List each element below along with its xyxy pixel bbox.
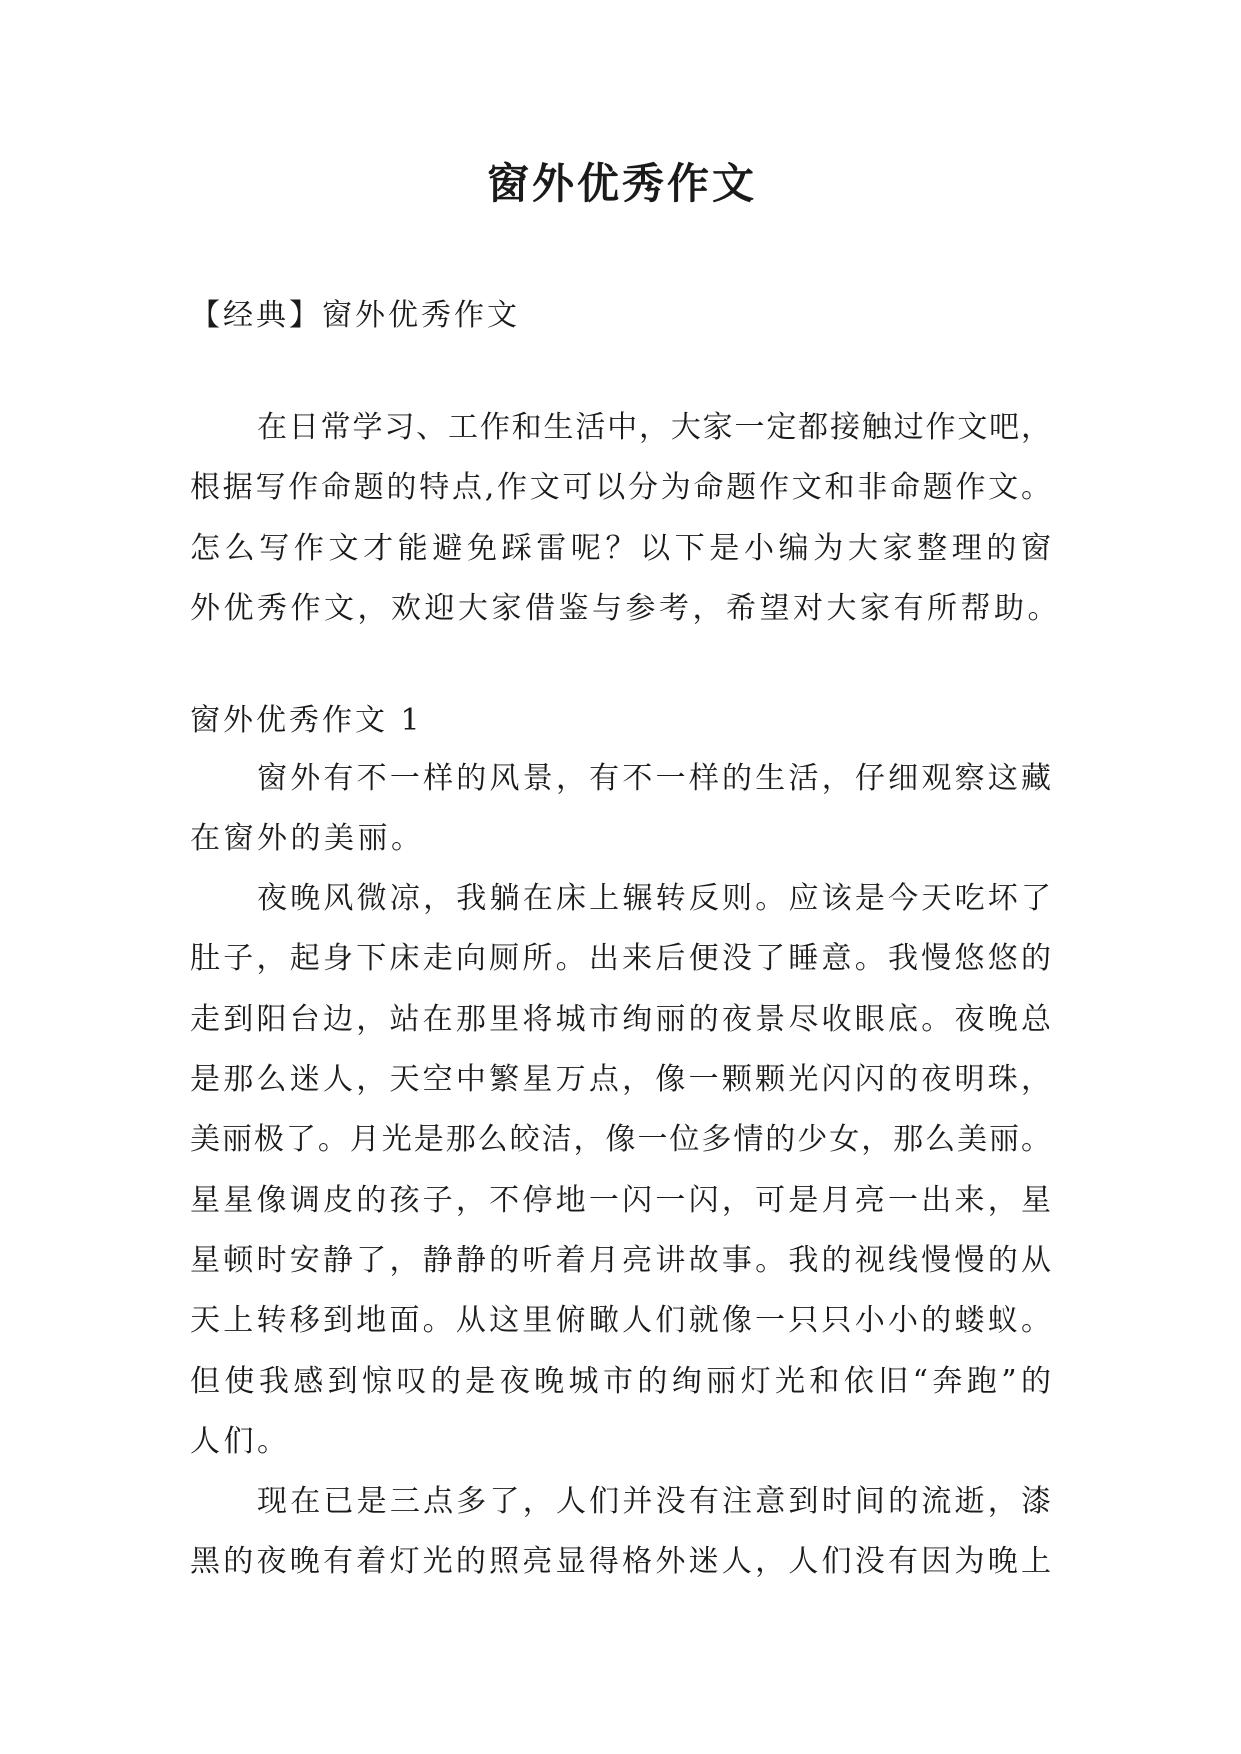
paragraph bbox=[190, 1472, 1051, 1593]
body-line: 夜晚风微凉，我躺在床上辗转反则。应该是今天吃坏了 bbox=[257, 881, 1051, 917]
body-line: 天上转移到地面。从这里俯瞰人们就像一只只小小的蝼蚁。 bbox=[190, 1303, 1051, 1339]
document-subtitle: 【经典】窗外优秀作文 bbox=[190, 298, 520, 333]
paragraph bbox=[190, 869, 1051, 1472]
body-line: 外优秀作文，欢迎大家借鉴与参考，希望对大家有所帮助。 bbox=[190, 590, 1061, 626]
document-title: 窗外优秀作文 bbox=[486, 159, 757, 208]
body-line: 在日常学习、工作和生活中，大家一定都接触过作文吧， bbox=[257, 410, 1051, 445]
body-line: 但使我感到惊叹的是夜晚城市的绚丽灯光和依旧“奔跑”的 bbox=[190, 1363, 1051, 1399]
document-body bbox=[190, 398, 1061, 1593]
body-line: 美丽极了。月光是那么皎洁，像一位多情的少女，那么美丽。 bbox=[190, 1122, 1051, 1158]
section-heading: 窗外优秀作文 1 bbox=[190, 702, 423, 738]
paragraph bbox=[190, 749, 1051, 870]
body-line: 是那么迷人，天空中繁星万点，像一颗颗光闪闪的夜明珠， bbox=[190, 1062, 1051, 1098]
body-line: 肚子，起身下床走向厕所。出来后便没了睡意。我慢悠悠的 bbox=[190, 941, 1051, 977]
body-line: 现在已是三点多了，人们并没有注意到时间的流逝，漆 bbox=[257, 1484, 1051, 1520]
body-line: 走到阳台边，站在那里将城市绚丽的夜景尽收眼底。夜晚总 bbox=[190, 1001, 1051, 1037]
body-line: 窗外有不一样的风景，有不一样的生活，仔细观察这藏 bbox=[257, 760, 1051, 796]
body-line: 黑的夜晚有着灯光的照亮显得格外迷人，人们没有因为晚上 bbox=[190, 1544, 1051, 1580]
body-line: 星星像调皮的孩子，不停地一闪一闪，可是月亮一出来，星 bbox=[190, 1182, 1051, 1218]
body-line: 怎么写作文才能避免踩雷呢？以下是小编为大家整理的窗 bbox=[190, 530, 1051, 566]
body-line: 根据写作命题的特点,作文可以分为命题作文和非命题作文。 bbox=[190, 470, 1051, 506]
body-line: 在窗外的美丽。 bbox=[190, 820, 425, 856]
body-line: 人们。 bbox=[190, 1423, 291, 1459]
intro-paragraph bbox=[190, 398, 1061, 639]
body-line: 星顿时安静了，静静的听着月亮讲故事。我的视线慢慢的从 bbox=[190, 1242, 1051, 1278]
